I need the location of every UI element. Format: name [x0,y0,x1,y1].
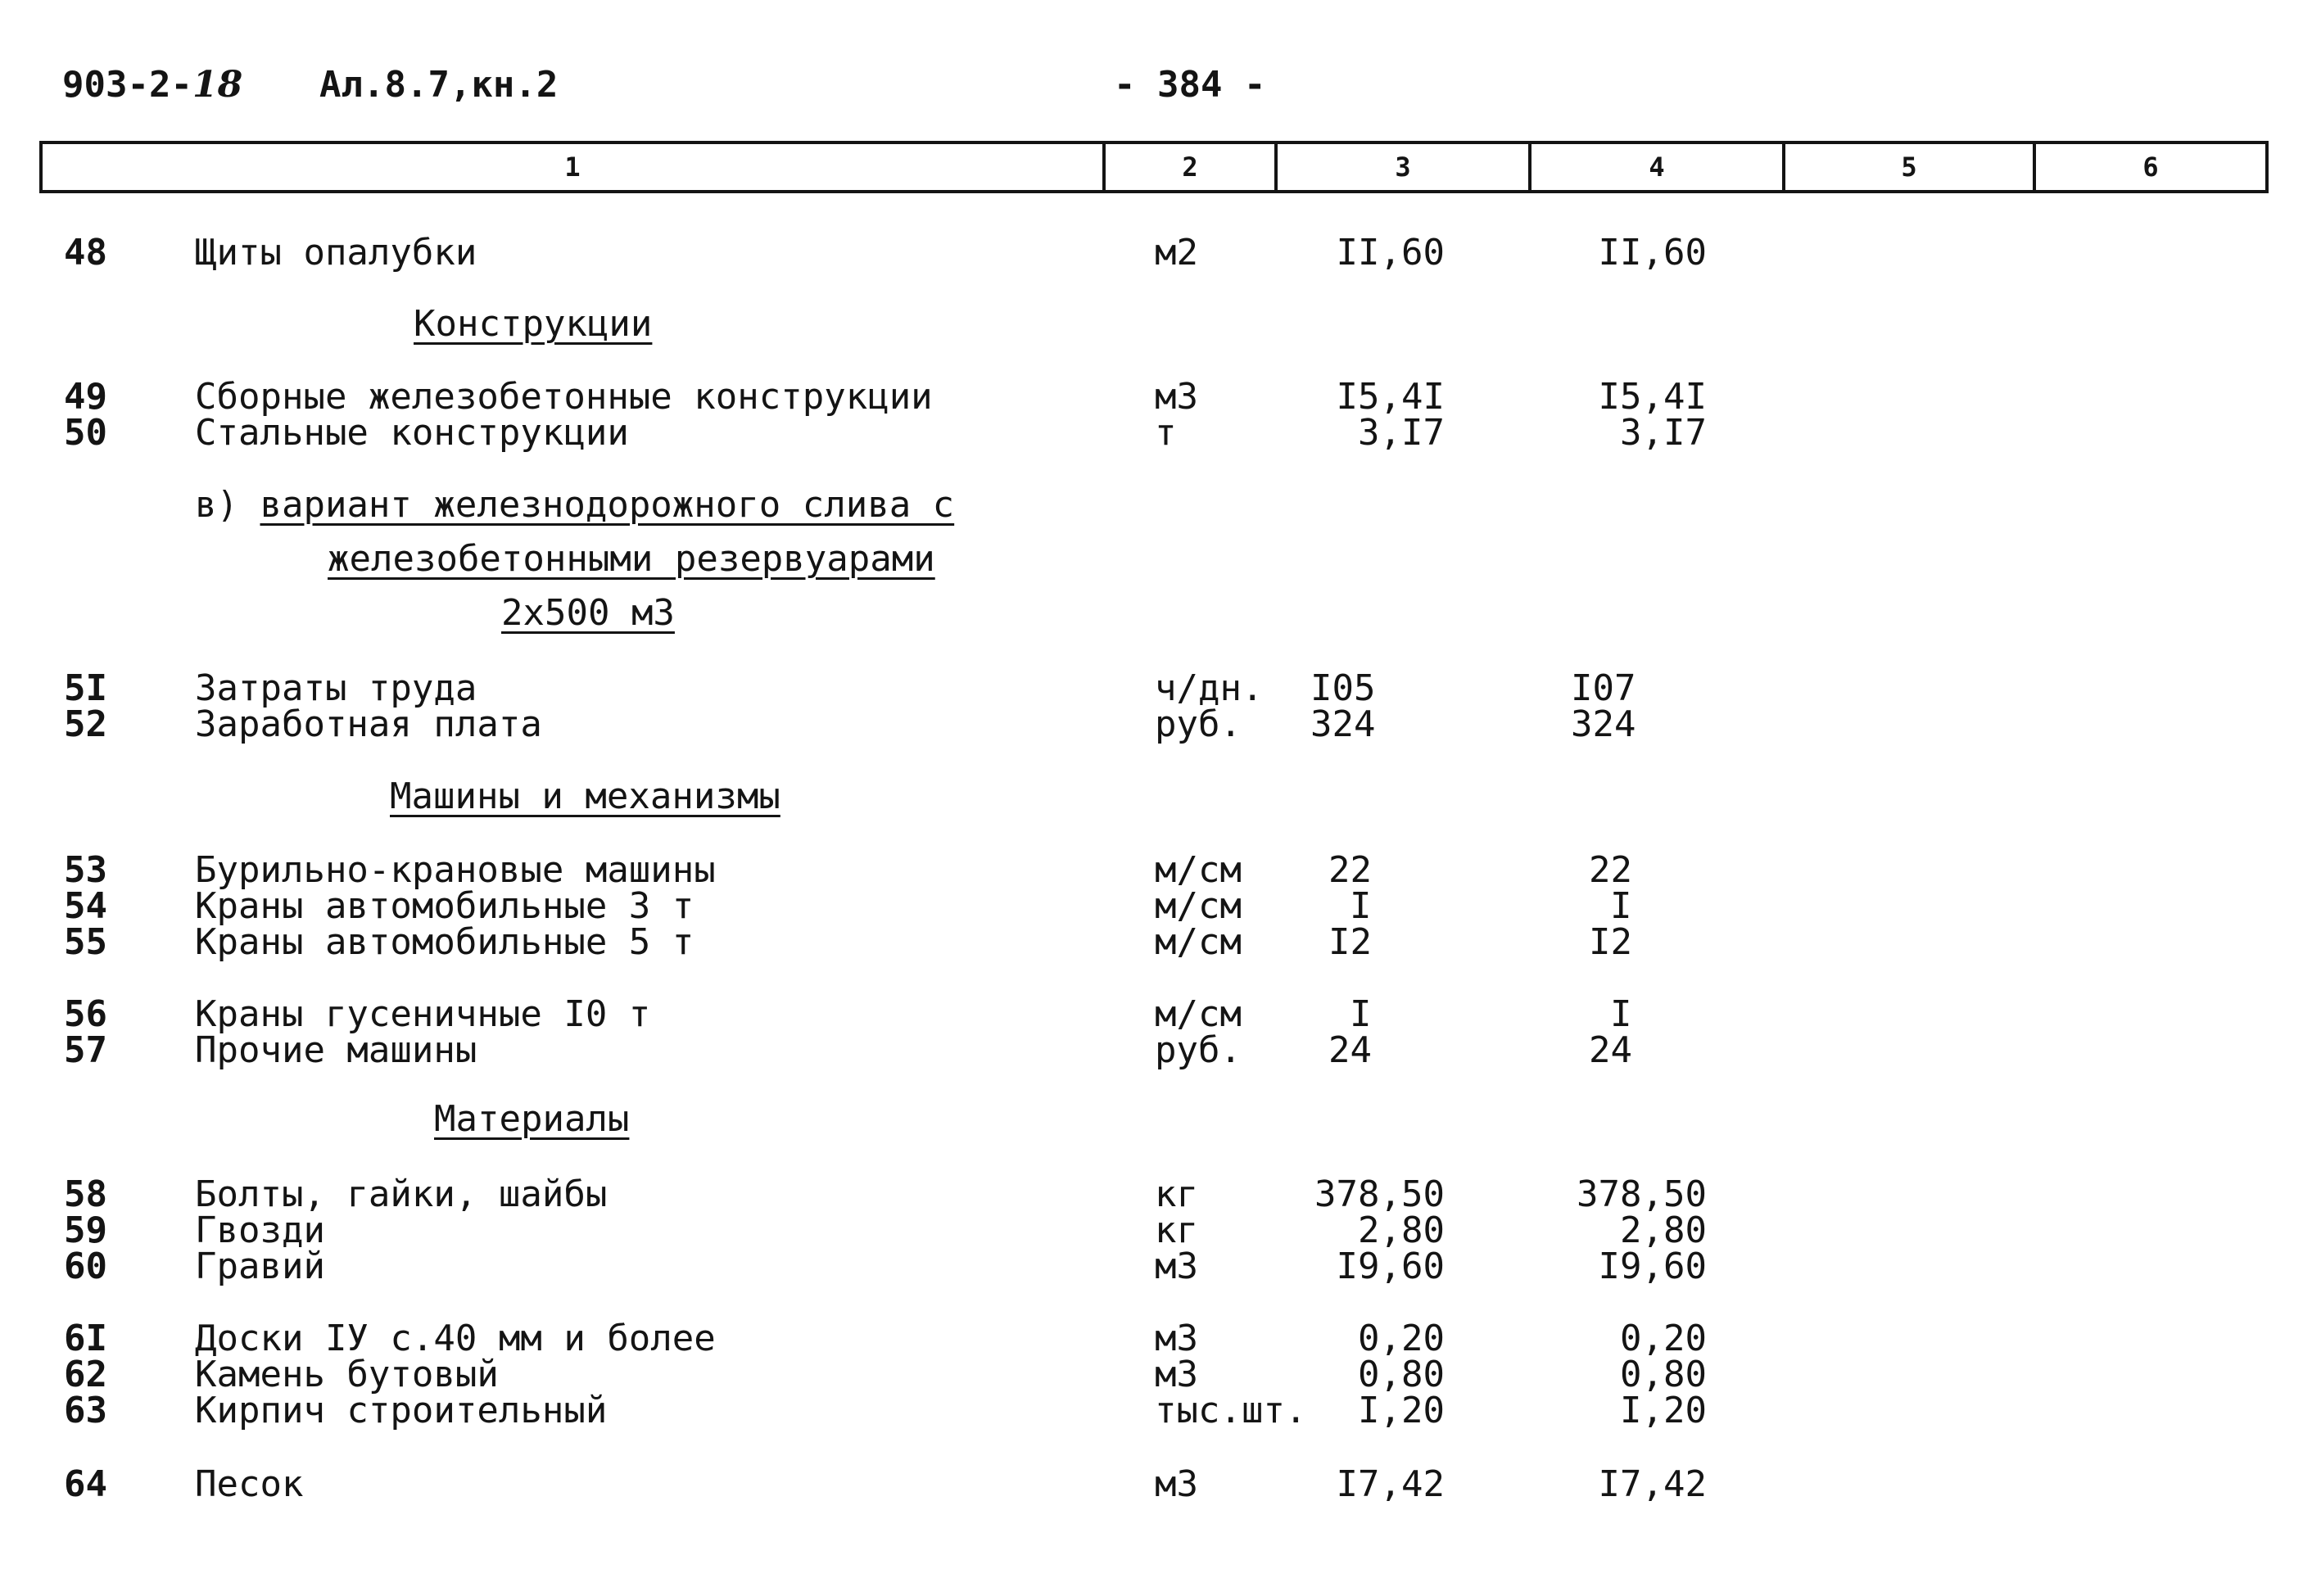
column-header-3: 3 [1395,151,1411,183]
item-unit: руб. [1155,703,1242,745]
row-number: 5I [64,667,107,709]
row-number: 52 [64,703,107,745]
value-col4: I [1610,993,1632,1035]
value-col4: 2,80 [1620,1209,1707,1251]
item-name: Бурильно-крановые машины [195,849,716,891]
table-row [0,1320,2321,1358]
item-name: Камень бутовый [195,1354,499,1395]
row-number: 53 [64,849,107,891]
document-code [62,64,242,106]
value-col4: 22 [1589,849,1632,891]
value-col3: I5,4I [1336,376,1445,418]
column-header-4: 4 [1649,151,1665,183]
value-col4: I7,42 [1598,1463,1707,1505]
item-name: Гвозди [195,1209,325,1251]
item-name: Краны автомобильные 3 т [195,885,694,927]
table-row [0,885,2321,927]
value-col4: 324 [1571,703,1636,745]
value-col3: I05 [1310,667,1376,709]
row-number: 58 [64,1173,107,1215]
section-heading-constructions: Конструкции [414,303,653,345]
row-number: 60 [64,1246,107,1287]
row-number: 48 [64,232,107,274]
table-row [0,993,2321,1035]
variant-prefix: в) [195,484,238,526]
value-col4: I2 [1589,921,1632,963]
row-number: 6I [64,1318,107,1359]
item-name: Болты, гайки, шайбы [195,1173,608,1215]
value-col4: I5,4I [1598,376,1707,418]
table-row [0,703,2321,745]
value-col3: 378,50 [1314,1173,1445,1215]
table-row [0,1392,2321,1430]
table-row [0,1356,2321,1394]
value-col4: I07 [1571,667,1636,709]
value-col3: 2,80 [1358,1209,1445,1251]
item-name: Стальные конструкции [195,412,629,454]
value-col3: 324 [1310,703,1376,745]
value-col3: I2 [1328,921,1372,963]
item-unit: м3 [1155,1463,1198,1505]
table-row [0,667,2321,709]
item-name: Заработная плата [195,703,542,745]
variant-title: вариант железнодорожного слива с [260,484,955,526]
value-col3: 3,I7 [1358,412,1445,454]
section-heading-machines: Машины и механизмы [390,775,780,817]
variant-heading-line3: 2х500 м3 [501,592,675,634]
item-name: Сборные железобетонные конструкции [195,376,933,418]
page-number: - 384 - [1114,64,1266,106]
table-row [0,378,2321,416]
item-unit: м/см [1155,849,1242,891]
table-row [0,1173,2321,1215]
column-header-row [39,141,2269,193]
value-col4: 0,80 [1620,1354,1707,1395]
variant-heading-line1 [195,485,954,526]
document-code-prefix: 903-2- [62,64,192,106]
item-unit: ч/дн. [1155,667,1264,709]
value-col4: I9,60 [1598,1246,1707,1287]
row-number: 49 [64,376,107,418]
value-col4: I,20 [1620,1390,1707,1431]
table-row [0,1029,2321,1071]
table-row [0,921,2321,963]
row-number: 56 [64,993,107,1035]
column-header-1: 1 [564,151,581,183]
row-number: 64 [64,1463,107,1505]
table-row [0,414,2321,452]
item-unit: руб. [1155,1029,1242,1071]
item-unit: кг [1155,1209,1198,1251]
row-number: 50 [64,412,107,454]
value-col3: 24 [1328,1029,1372,1071]
item-unit: м3 [1155,1318,1198,1359]
table-row [0,1463,2321,1505]
item-unit: м2 [1155,232,1198,274]
value-col4: 0,20 [1620,1318,1707,1359]
value-col3: I [1350,885,1372,927]
column-header-6: 6 [2142,151,2159,183]
value-col4: 378,50 [1577,1173,1707,1215]
document-code-suffix: 18 [192,64,243,106]
item-unit: м/см [1155,921,1242,963]
item-unit: м3 [1155,376,1198,418]
item-unit: кг [1155,1173,1198,1215]
item-name: Доски IУ с.40 мм и более [195,1318,716,1359]
value-col4: 3,I7 [1620,412,1707,454]
value-col3: I9,60 [1336,1246,1445,1287]
item-unit: м3 [1155,1354,1198,1395]
value-col3: I,20 [1358,1390,1445,1431]
column-header-2: 2 [1182,151,1198,183]
item-unit: тыс.шт. [1155,1390,1307,1431]
value-col3: I7,42 [1336,1463,1445,1505]
section-heading-materials: Материалы [434,1098,630,1140]
item-unit: т [1155,412,1177,454]
item-name: Щиты опалубки [195,232,477,274]
row-number: 57 [64,1029,107,1071]
row-number: 54 [64,885,107,927]
item-name: Песок [195,1463,304,1505]
table-row [0,849,2321,891]
table-row [0,1248,2321,1286]
item-name: Кирпич строительный [195,1390,608,1431]
item-name: Затраты труда [195,667,477,709]
value-col3: 0,80 [1358,1354,1445,1395]
row-number: 55 [64,921,107,963]
value-col3: 0,20 [1358,1318,1445,1359]
item-name: Прочие машины [195,1029,477,1071]
variant-heading-line2: железобетонными резервуарами [328,538,935,580]
item-name: Краны гусеничные I0 т [195,993,651,1035]
value-col3: I [1350,993,1372,1035]
column-header-5: 5 [1901,151,1917,183]
item-unit: м/см [1155,885,1242,927]
item-unit: м/см [1155,993,1242,1035]
album-reference: Ал.8.7,кн.2 [319,64,559,106]
value-col3: II,60 [1336,232,1445,274]
value-col4: 24 [1589,1029,1632,1071]
table-row [0,1209,2321,1251]
row-number: 62 [64,1354,107,1395]
value-col3: 22 [1328,849,1372,891]
item-name: Гравий [195,1246,325,1287]
table-row [0,234,2321,272]
row-number: 59 [64,1209,107,1251]
row-number: 63 [64,1390,107,1431]
item-name: Краны автомобильные 5 т [195,921,694,963]
value-col4: I [1610,885,1632,927]
item-unit: м3 [1155,1246,1198,1287]
value-col4: II,60 [1598,232,1707,274]
